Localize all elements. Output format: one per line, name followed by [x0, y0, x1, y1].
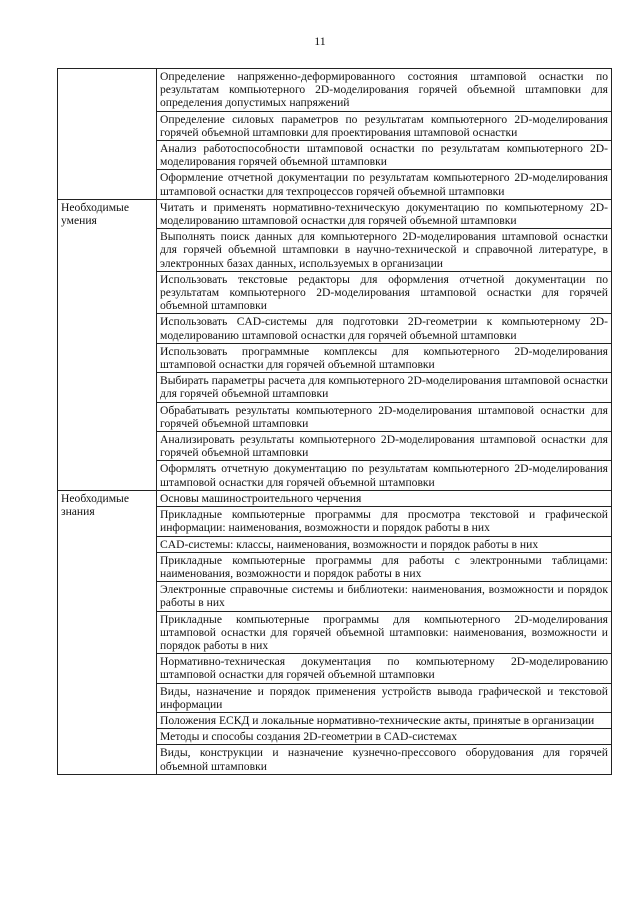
table-cell: CAD-системы: классы, наименования, возможности и порядок работы в них: [157, 536, 612, 552]
table-cell: Прикладные компьютерные программы для просмотра текстовой и графической информации: наименования, возможности и порядок работы в них: [157, 507, 612, 536]
table-cell: Выбирать параметры расчета для компьютерного 2D-моделирования штамповой оснастки для горячей объемной штамповки: [157, 373, 612, 402]
table-cell: Определение силовых параметров по результатам компьютерного 2D-моделирования горячей объемной штамповки для проектирования штамповой оснастки: [157, 111, 612, 140]
table-row: [58, 490, 612, 506]
table-row: [58, 69, 612, 112]
page-number: 11: [314, 34, 326, 48]
requirements-table: [57, 68, 612, 775]
table-cell: Читать и применять нормативно-техническую документацию по компьютерному 2D-моделированию штамповой оснастки для горячей объемной штамповки: [157, 199, 612, 228]
table-cell: Определение напряженно-деформированного состояния штамповой оснастки по результатам компьютерного 2D-моделирования горячей объемной штамповки для определения допустимых напряжений: [157, 69, 612, 112]
table-cell: Выполнять поиск данных для компьютерного 2D-моделирования штамповой оснастки для горячей объемной штамповки в научно-технической и справочной литературе, в электронных базах данных, используемых в организации: [157, 229, 612, 272]
table-cell: Виды, назначение и порядок применения устройств вывода графической и текстовой информации: [157, 683, 612, 712]
table-cell: Оформление отчетной документации по результатам компьютерного 2D-моделирования штамповой оснастки для техпроцессов горячей объемной штамповки: [157, 170, 612, 199]
table-cell: Использовать CAD-системы для подготовки 2D-геометрии к компьютерному 2D-моделированию штамповой оснастки для горячей объемной штамповки: [157, 314, 612, 343]
table-cell: Нормативно-техническая документация по компьютерному 2D-моделированию штамповой оснастки для горячей объемной штамповки: [157, 654, 612, 683]
table-cell: Электронные справочные системы и библиотеки: наименования, возможности и порядок работы в них: [157, 582, 612, 611]
section-label-knowledge: Необходимые знания: [58, 490, 157, 774]
section-label-continuation: [58, 69, 157, 200]
section-label-skills: Необходимые умения: [58, 199, 157, 490]
table-cell: Положения ЕСКД и локальные нормативно-технические акты, принятые в организации: [157, 712, 612, 728]
table-cell: Прикладные компьютерные программы для работы с электронными таблицами: наименования, возможности и порядок работы в них: [157, 552, 612, 581]
table-cell: Использовать текстовые редакторы для оформления отчетной документации по результатам компьютерного 2D-моделирования штамповой оснастки для горячей объемной штамповки: [157, 271, 612, 314]
table-cell: Анализировать результаты компьютерного 2D-моделирования штамповой оснастки для горячей объемной штамповки: [157, 432, 612, 461]
table-cell: Анализ работоспособности штамповой оснастки по результатам компьютерного 2D-моделирования горячей объемной штамповки: [157, 141, 612, 170]
table-row: [58, 199, 612, 228]
table-cell: Использовать программные комплексы для компьютерного 2D-моделирования штамповой оснастки для горячей объемной штамповки: [157, 343, 612, 372]
table-cell: Обрабатывать результаты компьютерного 2D-моделирования штамповой оснастки для горячей объемной штамповки: [157, 402, 612, 431]
table-cell: Виды, конструкции и назначение кузнечно-прессового оборудования для горячей объемной штамповки: [157, 745, 612, 774]
table-cell: Прикладные компьютерные программы для компьютерного 2D-моделирования штамповой оснастки для горячей объемной штамповки: наименования, возможности и порядок работы в них: [157, 611, 612, 654]
table-cell: Методы и способы создания 2D-геометрии в CAD-системах: [157, 729, 612, 745]
table-cell: Основы машиностроительного черчения: [157, 490, 612, 506]
table-cell: Оформлять отчетную документацию по результатам компьютерного 2D-моделирования штамповой оснастки для горячей объемной штамповки: [157, 461, 612, 490]
